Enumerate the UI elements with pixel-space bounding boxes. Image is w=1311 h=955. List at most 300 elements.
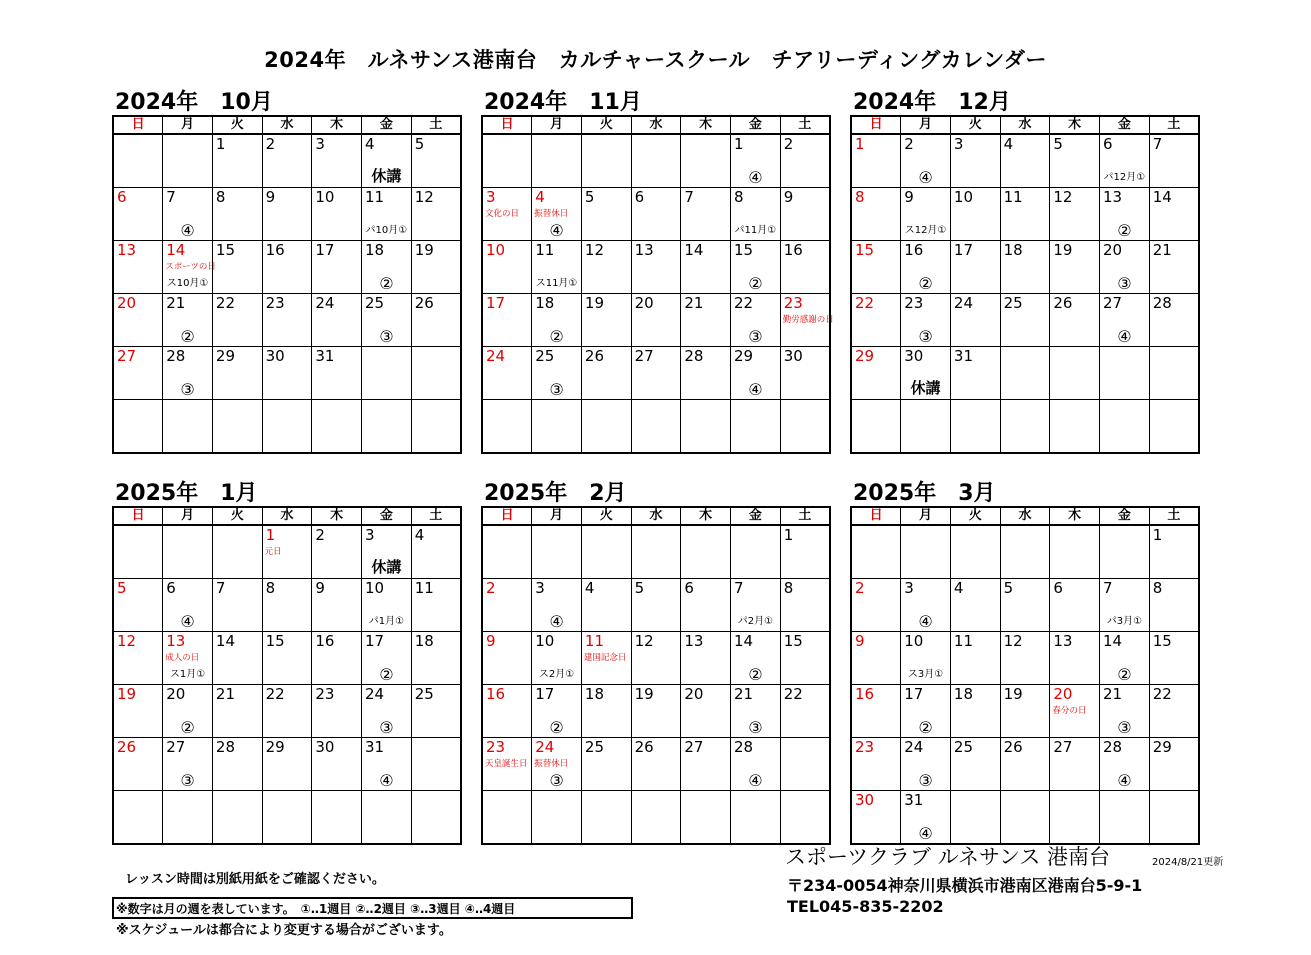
day-cell <box>631 579 681 632</box>
day-cell <box>312 347 362 400</box>
day-cell <box>482 188 532 241</box>
day-cell <box>1149 241 1199 294</box>
day-cell <box>731 188 781 241</box>
day-number: 29 <box>215 347 235 365</box>
weekday-header-row <box>113 507 461 525</box>
day-cell <box>212 134 262 188</box>
day-number: 17 <box>365 632 385 650</box>
day-number: 30 <box>904 347 924 365</box>
weekday-header: 日 <box>851 116 901 134</box>
week-row <box>482 134 830 188</box>
day-cell <box>411 294 461 347</box>
weekday-header: 月 <box>532 116 582 134</box>
day-cell <box>731 347 781 400</box>
day-cell <box>411 632 461 685</box>
day-number: 13 <box>1103 188 1123 206</box>
day-number: 11 <box>584 632 604 650</box>
day-cell <box>1050 188 1100 241</box>
week-legend-note: ※数字は月の週を表しています。 ①‥1週目 ②‥2週目 ③‥3週目 ④‥4週目 <box>116 902 516 916</box>
day-cell <box>312 525 362 579</box>
day-cell <box>1149 685 1199 738</box>
week-number-mark: ② <box>549 327 564 346</box>
day-cell <box>731 738 781 791</box>
week-row <box>851 685 1199 738</box>
day-cell <box>113 738 163 791</box>
class-note: ス11月① <box>535 278 578 289</box>
weekday-header: 火 <box>581 116 631 134</box>
month-title: 2025年 1月 <box>115 481 258 506</box>
day-cell <box>362 525 412 579</box>
day-cell <box>631 400 681 454</box>
day-cell <box>113 791 163 845</box>
day-cell <box>581 632 631 685</box>
class-note: パ12月① <box>1103 172 1146 183</box>
day-cell <box>731 579 781 632</box>
weekday-header: 水 <box>631 116 681 134</box>
day-number: 12 <box>634 632 654 650</box>
day-cell <box>1149 400 1199 454</box>
day-cell <box>1050 738 1100 791</box>
day-cell <box>950 294 1000 347</box>
day-number: 27 <box>166 738 186 756</box>
day-cell <box>411 738 461 791</box>
day-number: 26 <box>1003 738 1023 756</box>
day-number: 15 <box>855 241 875 259</box>
day-number: 16 <box>486 685 506 703</box>
month-table <box>112 506 462 845</box>
weekday-header: 土 <box>411 116 461 134</box>
calendar-title: 2024年 ルネサンス港南台 カルチャースクール チアリーディングカレンダー <box>264 48 1047 72</box>
week-number-mark: ④ <box>748 168 763 187</box>
class-note: ス1月① <box>169 669 206 680</box>
day-cell <box>901 685 951 738</box>
day-cell <box>950 241 1000 294</box>
week-number-mark: ③ <box>748 718 763 737</box>
day-number: 22 <box>1152 685 1172 703</box>
day-number: 21 <box>215 685 235 703</box>
day-number: 6 <box>684 579 694 597</box>
day-cell <box>851 525 901 579</box>
day-number: 1 <box>215 135 226 153</box>
day-cell <box>731 685 781 738</box>
weekday-header-row <box>851 507 1199 525</box>
month-table <box>481 506 831 845</box>
day-number: 18 <box>1003 241 1023 259</box>
week-number-mark: ④ <box>549 612 564 631</box>
day-cell <box>1149 347 1199 400</box>
day-cell <box>312 241 362 294</box>
week-number-mark: ④ <box>180 612 195 631</box>
week-number-mark: ③ <box>918 771 933 790</box>
day-number: 7 <box>1103 579 1113 597</box>
day-cell <box>1050 134 1100 188</box>
weekday-header: 水 <box>1000 507 1050 525</box>
day-number: 26 <box>117 738 137 756</box>
day-number: 11 <box>953 632 973 650</box>
holiday-label: 文化の日 <box>485 209 520 219</box>
day-number: 16 <box>783 241 803 259</box>
week-row <box>113 525 461 579</box>
month-title: 2024年 12月 <box>853 90 1011 115</box>
day-number: 27 <box>117 347 137 365</box>
day-cell <box>631 241 681 294</box>
week-number-mark: ③ <box>1117 274 1132 293</box>
weekday-header: 日 <box>113 116 163 134</box>
day-number: 30 <box>315 738 335 756</box>
day-cell <box>113 579 163 632</box>
day-cell <box>411 525 461 579</box>
day-cell <box>482 632 532 685</box>
day-cell <box>581 347 631 400</box>
weekday-header: 金 <box>362 116 412 134</box>
week-row <box>851 294 1199 347</box>
day-cell <box>681 525 731 579</box>
day-cell <box>1050 685 1100 738</box>
day-number: 5 <box>1053 135 1063 153</box>
day-cell <box>851 632 901 685</box>
class-cancelled-label: 休講 <box>371 558 402 576</box>
day-cell <box>1149 579 1199 632</box>
day-cell <box>731 134 781 188</box>
club-address: 〒234-0054神奈川県横浜市港南区港南台5-9-1 <box>787 876 1143 895</box>
class-note: パ10月① <box>365 225 408 236</box>
day-cell <box>1050 294 1100 347</box>
week-number-mark: ④ <box>549 221 564 240</box>
day-cell <box>1149 632 1199 685</box>
day-cell <box>212 791 262 845</box>
day-cell <box>212 400 262 454</box>
week-row <box>113 400 461 454</box>
day-cell <box>950 188 1000 241</box>
day-number: 6 <box>117 188 127 206</box>
week-number-mark: ③ <box>180 380 195 399</box>
day-cell <box>581 738 631 791</box>
day-cell <box>362 791 412 845</box>
day-cell <box>212 738 262 791</box>
day-number: 22 <box>265 685 285 703</box>
day-number: 15 <box>734 241 754 259</box>
month-table <box>481 115 834 454</box>
day-cell <box>780 791 830 845</box>
day-cell <box>731 791 781 845</box>
week-number-mark: ② <box>549 718 564 737</box>
day-cell <box>1000 241 1050 294</box>
day-number: 13 <box>166 632 186 650</box>
day-number: 3 <box>486 188 496 206</box>
day-number: 25 <box>365 294 385 312</box>
day-cell <box>262 188 312 241</box>
day-cell <box>362 347 412 400</box>
day-number: 30 <box>783 347 803 365</box>
day-cell <box>581 134 631 188</box>
day-number: 24 <box>904 738 924 756</box>
day-cell <box>312 188 362 241</box>
day-number: 6 <box>634 188 645 206</box>
day-cell <box>901 347 951 400</box>
day-number: 13 <box>1053 632 1073 650</box>
day-cell <box>532 347 582 400</box>
class-cancelled-label: 休講 <box>910 379 941 397</box>
holiday-label: 勤労感謝の日 <box>782 315 834 325</box>
day-number: 6 <box>166 579 176 597</box>
day-number: 25 <box>1003 294 1023 312</box>
day-number: 28 <box>1152 294 1172 312</box>
day-cell <box>901 134 951 188</box>
weekday-header: 水 <box>1000 116 1050 134</box>
week-row <box>113 685 461 738</box>
month-title: 2025年 3月 <box>853 481 996 506</box>
day-cell <box>681 738 731 791</box>
weekday-header: 水 <box>262 507 312 525</box>
day-number: 23 <box>265 294 285 312</box>
day-number: 1 <box>1152 526 1163 544</box>
day-number: 27 <box>1053 738 1073 756</box>
weekday-header-row <box>482 507 830 525</box>
day-cell <box>262 791 312 845</box>
day-cell <box>532 188 582 241</box>
day-cell <box>581 791 631 845</box>
day-number: 25 <box>584 738 604 756</box>
day-cell <box>113 525 163 579</box>
day-cell <box>482 134 532 188</box>
month-calendar <box>850 90 1200 454</box>
day-cell <box>950 134 1000 188</box>
day-number: 7 <box>684 188 694 206</box>
weekday-header: 木 <box>312 507 362 525</box>
holiday-label: 建国記念日 <box>583 653 627 663</box>
day-number: 10 <box>953 188 973 206</box>
day-cell <box>532 134 582 188</box>
day-cell <box>780 738 830 791</box>
weekday-header: 土 <box>411 507 461 525</box>
weekday-header-row <box>851 116 1199 134</box>
day-number: 28 <box>1103 738 1123 756</box>
day-number: 10 <box>904 632 924 650</box>
day-cell <box>262 685 312 738</box>
day-cell <box>631 347 681 400</box>
day-number: 16 <box>855 685 875 703</box>
day-number: 5 <box>117 579 127 597</box>
weekday-header: 土 <box>1149 116 1199 134</box>
day-cell <box>163 400 213 454</box>
weekday-header: 火 <box>212 116 262 134</box>
week-row <box>113 738 461 791</box>
day-number: 28 <box>684 347 704 365</box>
day-cell <box>312 632 362 685</box>
day-cell <box>581 294 631 347</box>
day-number: 29 <box>734 347 754 365</box>
day-cell <box>780 525 830 579</box>
day-cell <box>163 347 213 400</box>
day-cell <box>851 738 901 791</box>
day-cell <box>482 791 532 845</box>
week-number-mark: ③ <box>549 771 564 790</box>
day-cell <box>901 791 951 845</box>
class-note: パ2月① <box>737 616 774 627</box>
day-cell <box>163 525 213 579</box>
day-cell <box>1100 685 1150 738</box>
day-cell <box>411 347 461 400</box>
week-number-mark: ② <box>379 665 394 684</box>
day-cell <box>312 791 362 845</box>
day-number: 1 <box>855 135 865 153</box>
day-cell <box>901 525 951 579</box>
day-cell <box>1050 241 1100 294</box>
day-number: 22 <box>783 685 803 703</box>
day-number: 19 <box>1003 685 1023 703</box>
day-number: 19 <box>117 685 137 703</box>
day-cell <box>780 134 830 188</box>
weekday-header: 木 <box>681 116 731 134</box>
day-number: 7 <box>1152 135 1163 153</box>
day-cell <box>631 188 681 241</box>
day-cell <box>1100 347 1150 400</box>
week-row <box>482 400 830 454</box>
week-number-mark: ④ <box>918 612 933 631</box>
day-number: 21 <box>1152 241 1172 259</box>
weekday-header: 土 <box>780 507 830 525</box>
day-cell <box>1050 347 1100 400</box>
day-number: 29 <box>855 347 875 365</box>
day-number: 8 <box>783 579 794 597</box>
day-cell <box>212 525 262 579</box>
day-number: 11 <box>535 241 555 259</box>
week-row <box>482 525 830 579</box>
day-cell <box>950 791 1000 845</box>
day-number: 5 <box>634 579 645 597</box>
month-calendar <box>112 90 462 454</box>
day-cell <box>581 241 631 294</box>
week-row <box>113 294 461 347</box>
day-number: 2 <box>855 579 865 597</box>
day-number: 1 <box>783 526 794 544</box>
day-number: 8 <box>1152 579 1163 597</box>
day-cell <box>163 134 213 188</box>
weekday-header: 土 <box>1149 507 1199 525</box>
day-number: 24 <box>365 685 385 703</box>
day-number: 18 <box>535 294 555 312</box>
day-cell <box>411 579 461 632</box>
day-cell <box>362 294 412 347</box>
weekday-header: 木 <box>681 507 731 525</box>
day-number: 1 <box>265 526 276 544</box>
day-number: 2 <box>315 526 325 544</box>
day-number: 2 <box>904 135 914 153</box>
day-number: 24 <box>486 347 506 365</box>
day-number: 31 <box>365 738 385 756</box>
day-number: 9 <box>904 188 914 206</box>
day-cell <box>681 294 731 347</box>
day-cell <box>901 241 951 294</box>
week-number-mark: ② <box>918 718 933 737</box>
day-cell <box>532 738 582 791</box>
day-number: 23 <box>486 738 506 756</box>
day-cell <box>362 738 412 791</box>
day-cell <box>113 347 163 400</box>
day-cell <box>780 400 830 454</box>
day-cell <box>901 294 951 347</box>
day-number: 8 <box>215 188 226 206</box>
weekday-header: 月 <box>901 507 951 525</box>
day-cell <box>532 685 582 738</box>
day-number: 21 <box>166 294 186 312</box>
day-cell <box>411 241 461 294</box>
day-cell <box>1100 241 1150 294</box>
weekday-header: 日 <box>482 116 532 134</box>
day-number: 6 <box>1053 579 1063 597</box>
week-number-mark: ③ <box>549 380 564 399</box>
week-row <box>482 738 830 791</box>
day-cell <box>532 632 582 685</box>
week-number-mark: ② <box>748 274 763 293</box>
day-cell <box>532 579 582 632</box>
day-cell <box>482 579 532 632</box>
day-cell <box>681 791 731 845</box>
day-cell <box>631 632 681 685</box>
day-cell <box>1050 791 1100 845</box>
day-cell <box>362 579 412 632</box>
day-number: 9 <box>315 579 325 597</box>
day-cell <box>212 188 262 241</box>
day-cell <box>731 632 781 685</box>
week-row <box>851 400 1199 454</box>
day-number: 22 <box>855 294 875 312</box>
day-cell <box>212 632 262 685</box>
holiday-label: 天皇誕生日 <box>485 759 528 769</box>
day-number: 10 <box>315 188 335 206</box>
day-number: 23 <box>783 294 803 312</box>
day-number: 25 <box>953 738 973 756</box>
week-row <box>113 579 461 632</box>
day-cell <box>262 134 312 188</box>
day-number: 19 <box>414 241 434 259</box>
day-cell <box>1000 294 1050 347</box>
day-cell <box>950 738 1000 791</box>
day-cell <box>681 632 731 685</box>
day-number: 2 <box>486 579 496 597</box>
lesson-time-note: レッスン時間は別紙用紙をご確認ください。 <box>125 872 385 887</box>
week-row <box>851 241 1199 294</box>
day-number: 26 <box>634 738 654 756</box>
day-number: 10 <box>486 241 506 259</box>
day-cell <box>1149 525 1199 579</box>
day-cell <box>163 579 213 632</box>
day-cell <box>262 738 312 791</box>
day-cell <box>262 347 312 400</box>
day-cell <box>851 579 901 632</box>
day-cell <box>482 241 532 294</box>
day-number: 1 <box>734 135 744 153</box>
day-cell <box>262 400 312 454</box>
week-number-mark: ③ <box>1117 718 1132 737</box>
day-number: 23 <box>315 685 335 703</box>
day-number: 10 <box>535 632 555 650</box>
weekday-header: 金 <box>731 116 781 134</box>
day-number: 12 <box>1053 188 1073 206</box>
day-cell <box>312 134 362 188</box>
day-number: 29 <box>265 738 285 756</box>
day-cell <box>411 791 461 845</box>
day-number: 25 <box>535 347 555 365</box>
day-cell <box>532 400 582 454</box>
week-row <box>482 188 830 241</box>
day-cell <box>901 632 951 685</box>
week-row <box>482 347 830 400</box>
day-number: 12 <box>584 241 604 259</box>
day-cell <box>901 188 951 241</box>
day-number: 4 <box>365 135 375 153</box>
day-number: 20 <box>634 294 654 312</box>
